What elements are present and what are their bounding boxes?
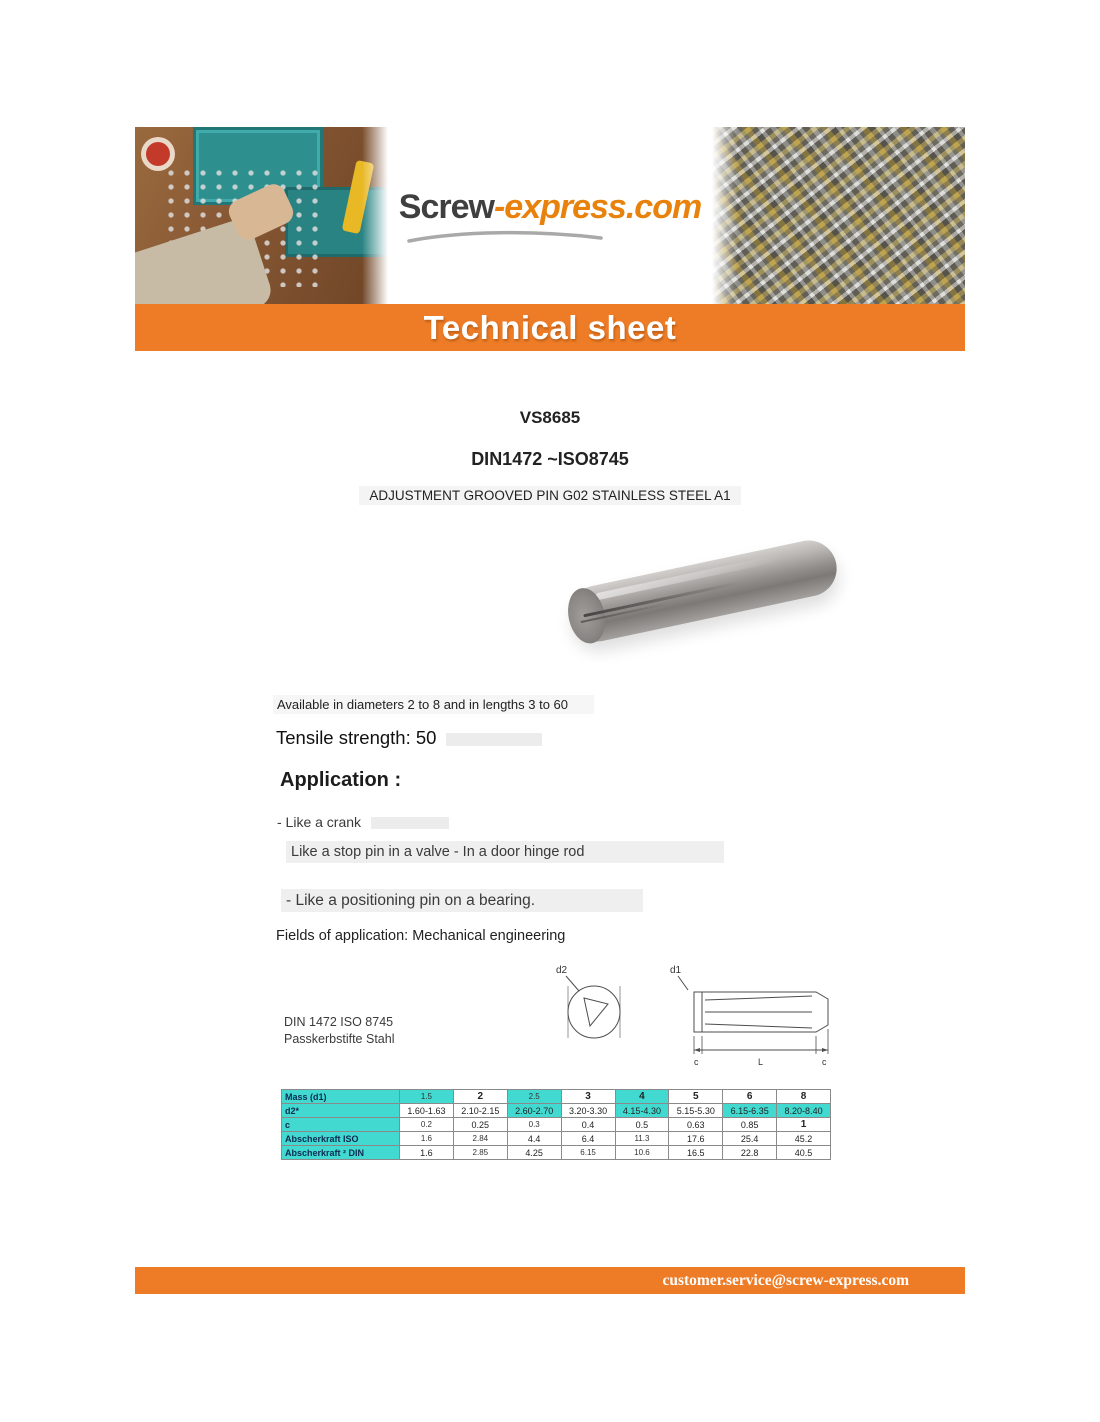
logo-text-primary: Screw xyxy=(398,187,494,226)
cell: 0.3 xyxy=(507,1118,561,1132)
cell: 4.25 xyxy=(507,1146,561,1160)
screws-texture-decor xyxy=(712,127,965,305)
banner-title: Technical sheet xyxy=(423,309,677,346)
technical-drawing xyxy=(552,960,842,1070)
cell: 11.3 xyxy=(615,1132,669,1146)
drawing-caption-line1: DIN 1472 ISO 8745 xyxy=(284,1015,394,1029)
cell: 2.10-2.15 xyxy=(453,1104,507,1118)
dim-label-L: L xyxy=(758,1057,764,1067)
cell: 40.5 xyxy=(777,1146,831,1160)
photo-fade xyxy=(362,127,388,305)
tensile-strength-text: Tensile strength: 50 xyxy=(276,727,542,749)
logo-text xyxy=(399,188,701,227)
drawing-caption-line2: Passkerbstifte Stahl xyxy=(284,1032,395,1046)
col-header: 8 xyxy=(777,1090,831,1104)
tape-measure-decor xyxy=(141,137,175,171)
col-header: Mass (d1) xyxy=(282,1090,400,1104)
product-code: VS8685 xyxy=(519,408,581,427)
banner xyxy=(135,304,965,351)
logo-text-secondary: -express.com xyxy=(493,187,702,226)
logo-swoosh xyxy=(405,229,605,245)
cell: 16.5 xyxy=(669,1146,723,1160)
cell: 10.6 xyxy=(615,1146,669,1160)
col-header: 2.5 xyxy=(507,1090,561,1104)
spec-table xyxy=(281,1089,831,1160)
cell: 0.63 xyxy=(669,1118,723,1132)
cell: 1.60-1.63 xyxy=(400,1104,454,1118)
grooved-pin-image xyxy=(564,535,842,646)
drawing-caption xyxy=(284,1014,394,1048)
cell: 8.20-8.40 xyxy=(777,1104,831,1118)
header xyxy=(135,127,965,305)
cell: 0.4 xyxy=(561,1118,615,1132)
table-row xyxy=(282,1132,831,1146)
cell: 17.6 xyxy=(669,1132,723,1146)
application-item: - Like a crank xyxy=(277,814,449,830)
logo xyxy=(388,127,712,305)
table-row xyxy=(282,1118,831,1132)
photo-fade xyxy=(712,127,738,305)
cell: 2.85 xyxy=(453,1146,507,1160)
cell: 6.15 xyxy=(561,1146,615,1160)
cell: 1 xyxy=(777,1118,831,1132)
cell: 3.20-3.30 xyxy=(561,1104,615,1118)
cell: 0.5 xyxy=(615,1118,669,1132)
cell: 0.25 xyxy=(453,1118,507,1132)
col-header: 6 xyxy=(723,1090,777,1104)
cell: 4.4 xyxy=(507,1132,561,1146)
dim-label-c-right: c xyxy=(822,1057,827,1067)
cell: 4.15-4.30 xyxy=(615,1104,669,1118)
row-label: Abscherkraft ISO xyxy=(282,1132,400,1146)
col-header: 4 xyxy=(615,1090,669,1104)
product-norm: DIN1472 ~ISO8745 xyxy=(471,449,629,469)
cell: 2.60-2.70 xyxy=(507,1104,561,1118)
product-photo xyxy=(555,505,855,680)
workbench-photo xyxy=(135,127,388,305)
footer-email: customer.service@screw-express.com xyxy=(662,1272,909,1289)
cell: 0.85 xyxy=(723,1118,777,1132)
cell: 2.84 xyxy=(453,1132,507,1146)
col-header: 2 xyxy=(453,1090,507,1104)
table-row xyxy=(282,1104,831,1118)
availability-text: Available in diameters 2 to 8 and in lengths 3 to 60 xyxy=(273,697,594,712)
col-header: 5 xyxy=(669,1090,723,1104)
cell: 22.8 xyxy=(723,1146,777,1160)
cell: 6.15-6.35 xyxy=(723,1104,777,1118)
pin-groove-decor xyxy=(583,581,738,617)
col-header: 1.5 xyxy=(400,1090,454,1104)
dim-label-d2: d2 xyxy=(556,965,568,976)
cell: 25.4 xyxy=(723,1132,777,1146)
fields-of-application-text: Fields of application: Mechanical engineering xyxy=(276,928,566,944)
cell: 5.15-5.30 xyxy=(669,1104,723,1118)
dim-label-d1: d1 xyxy=(670,965,682,976)
product-description: ADJUSTMENT GROOVED PIN G02 STAINLESS STEEL A1 xyxy=(0,488,1100,503)
row-label: Abscherkraft ² DIN xyxy=(282,1146,400,1160)
row-label: d2* xyxy=(282,1104,400,1118)
application-heading: Application : xyxy=(280,769,402,791)
col-header: 3 xyxy=(561,1090,615,1104)
table-header-row xyxy=(282,1090,831,1104)
footer xyxy=(135,1267,965,1294)
application-item: - Like a positioning pin on a bearing. xyxy=(281,892,643,910)
dim-label-c-left: c xyxy=(694,1057,699,1067)
cell: 0.2 xyxy=(400,1118,454,1132)
cell: 45.2 xyxy=(777,1132,831,1146)
application-item: Like a stop pin in a valve - In a door hinge rod xyxy=(286,844,724,860)
cell: 6.4 xyxy=(561,1132,615,1146)
scan-artifact xyxy=(446,733,542,746)
cell: 1.6 xyxy=(400,1146,454,1160)
table-row xyxy=(282,1146,831,1160)
scan-artifact xyxy=(371,817,449,829)
screws-photo xyxy=(712,127,965,305)
row-label: c xyxy=(282,1118,400,1132)
cell: 1.6 xyxy=(400,1132,454,1146)
